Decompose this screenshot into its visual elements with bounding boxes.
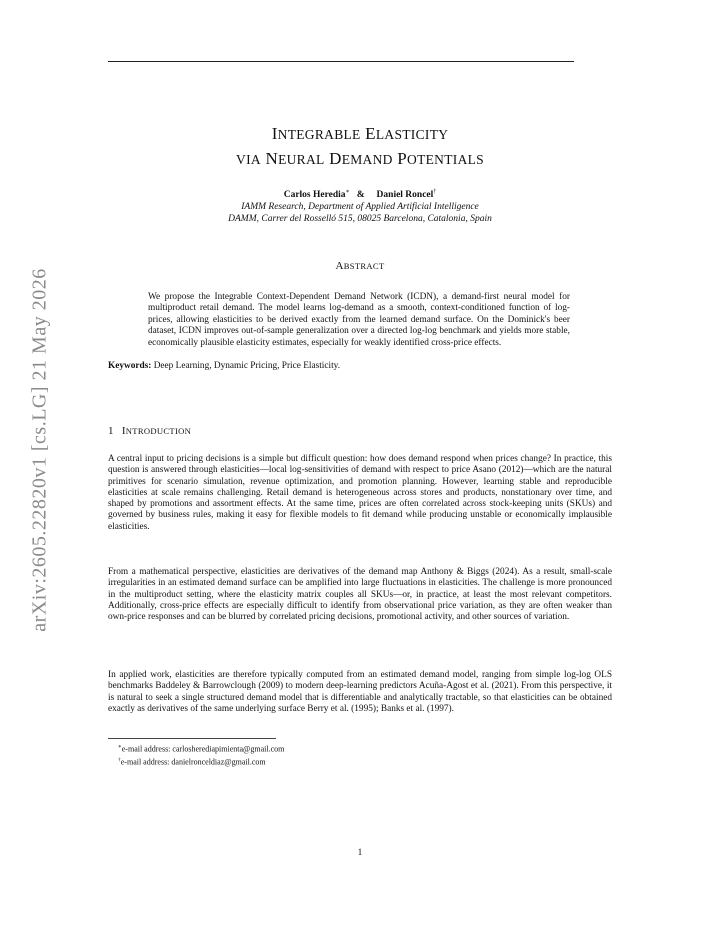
author-1-mark: ∗ [345,189,350,195]
author-names [108,186,612,201]
section-title-initial: I [121,425,126,437]
author-2-mark: † [433,189,437,195]
keywords-line [108,361,612,371]
paragraph-1: A central input to pricing decisions is a simple but difficult question: how does demand respond when prices change? In practice, this question is answered through elasticities—local log-sensitivities of demand with respect to price Asano (2012)—which are the natural primitives for scenario simulation, revenue optimization, and promotion planning. However, learning stable and reproducible elasticities at scale remains challenging. Retail demand is heterogeneous across stores and products, nonstationary over time, and shaped by promotions and assortment effects. At the same time, prices are often correlated across stock-keeping units (SKUs) and governed by business rules, making it easy for flexible models to fit demand while producing unstable or economically implausible elasticities. [108,454,612,532]
keywords-text: Deep Learning, Dynamic Pricing, Price Elasticity. [153,361,341,371]
footnote-2-text: e-mail address: danielronceldiaz@gmail.com [120,757,266,767]
section-title-rest: NTRODUCTION [125,426,192,436]
footnotes [118,742,284,767]
title-word: EURAL [278,152,325,167]
abstract-heading-initial: A [335,260,344,272]
affiliation-line-2: DAMM, Carrer del Rosselló 515, 08025 Barcelona, Catalonia, Spain [228,214,492,225]
title-word: LASTICITY [375,127,449,142]
abstract-text: We propose the Integrable Context-Dependent Demand Network (ICDN), a demand-first neural model for multiproduct retail demand. The model learns log-demand as a smooth, context-conditioned function of log-prices, allowing elasticities to be derived exactly from the learned demand surface. On the Dominick's beer dataset, ICDN improves out-of-sample generalization over a directed log-log benchmark and yields more stable, economically plausible elasticity estimates, especially for weakly identified cross-price effects. [148,292,570,348]
section-number: 1 [108,425,114,437]
title-word-initial: I [271,124,278,143]
paragraph-3: In applied work, elasticities are therefore typically computed from an estimated demand model, ranging from simple log-log OLS benchmarks Baddeley & Barrowclough (2009) to modern deep-learning predictors Acuña-Agost et al. (2021). From this perspective, it is natural to seek a single structured demand model that is differentiable and analytically tractable, so that elasticities can be obtained exactly as derivatives of the same underlying surface Berry et al. (1995); Banks et al. (1997). [108,670,612,714]
author-2: Daniel Roncel [376,190,434,201]
paper-title [108,122,612,172]
title-word-initial: E [365,124,376,143]
footnote-1-text: e-mail address: carlosherediapimienta@gmail.com [121,744,285,754]
header-rule [108,61,574,62]
footnote-1-mark: ∗ [118,744,122,750]
title-word-initial: N [265,149,279,168]
title-line-1 [108,122,612,147]
author-1: Carlos Heredia [283,190,346,201]
author-separator: & [356,190,365,201]
title-word-initial: P [397,149,408,168]
footnote-2-mark: † [118,756,121,763]
title-word: EMAND [341,152,393,167]
author-block [108,186,612,225]
title-line-2 [108,147,612,172]
section-heading-introduction [108,425,612,437]
title-word: NTEGRABLE [277,127,361,142]
title-word-initial: D [329,149,342,168]
title-word: OTENTIALS [407,152,484,167]
page-number: 1 [357,848,363,858]
footnote-1 [118,742,284,755]
affiliation-line-1: IAMM Research, Department of Applied Artificial Intelligence [241,202,479,213]
keywords-label: Keywords: [108,361,152,371]
abstract-heading [108,260,612,272]
arxiv-identifier: arXiv:2605.22820v1 [cs.LG] 21 May 2026 [28,268,51,632]
title-word: VIA [236,152,261,167]
footnote-2 [118,755,284,768]
footnote-rule [108,738,276,739]
abstract-heading-rest: BSTRACT [343,261,385,271]
paragraph-2: From a mathematical perspective, elasticities are derivatives of the demand map Anthony & Biggs (2024). As a result, small-scale irregularities in an estimated demand surface can be amplified into large fluctuations in elasticities. The challenge is more pronounced in the multiproduct setting, where the elasticity matrix couples all SKUs—or, in practice, at least the most relevant competitors. Additionally, cross-price effects are especially difficult to identify from observational price variation, as they are often weaker than own-price responses and can be blurred by correlated pricing decisions, promotional activity, and other sources of variation. [108,567,612,623]
